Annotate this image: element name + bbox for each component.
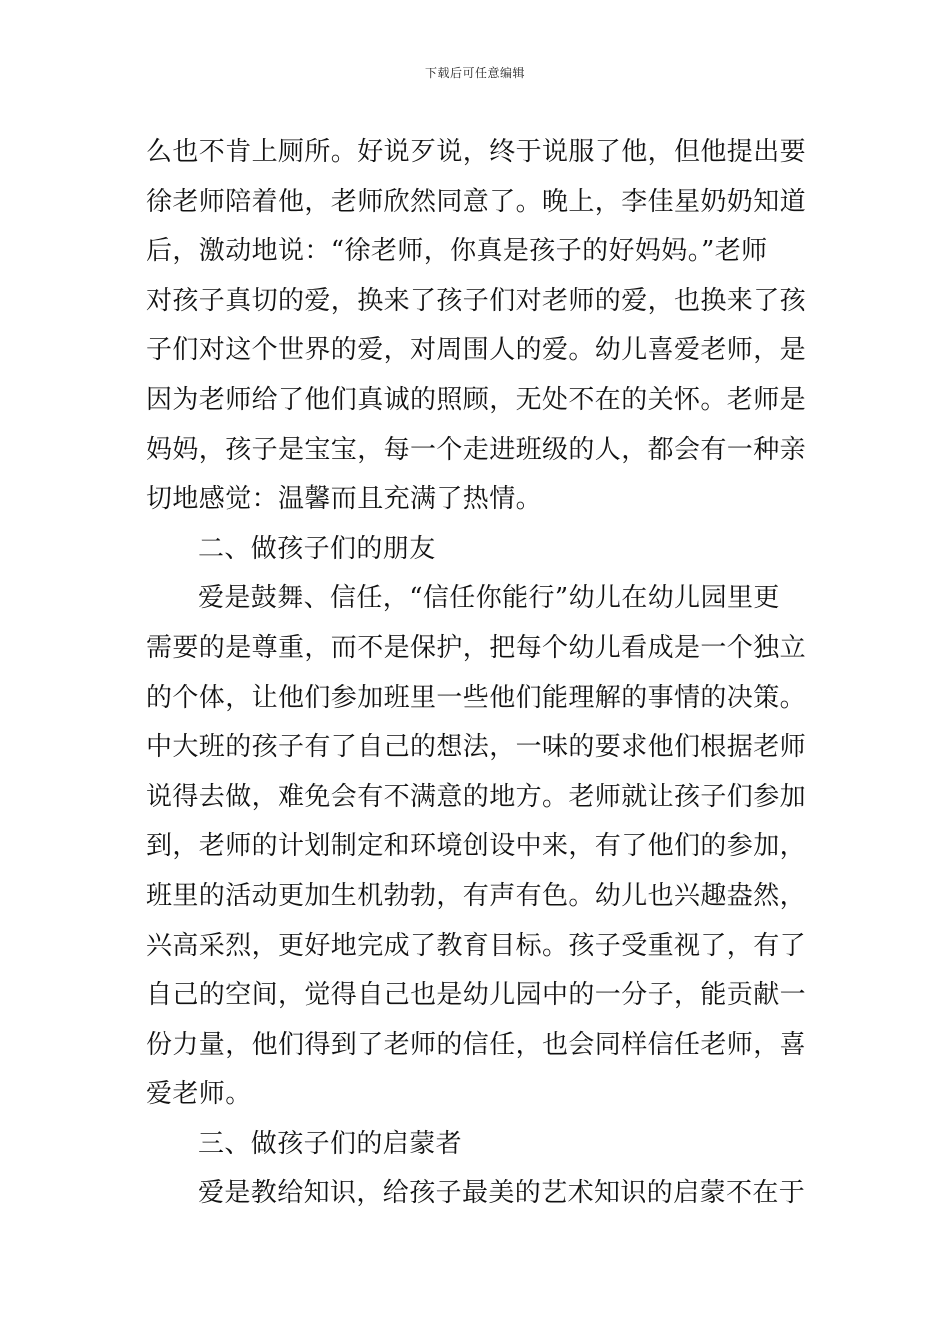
text-line: 妈妈，孩子是宝宝，每一个走进班级的人，都会有一种亲 [146,434,807,465]
document-body [146,128,806,1219]
section-heading: 三、做孩子们的启蒙者 [198,1128,463,1159]
header-note: 下载后可任意编辑 [424,66,525,80]
text-line: 因为老师给了他们真诚的照顾，无处不在的关怀。老师是 [146,384,807,415]
text-line: 份力量，他们得到了老师的信任，也会同样信任老师，喜 [146,1029,807,1060]
text-line: 中大班的孩子有了自己的想法，一味的要求他们根据老师 [146,732,807,763]
section-heading: 二、做孩子们的朋友 [198,533,436,564]
text-line: 的个体，让他们参加班里一些他们能理解的事情的决策。 [146,682,807,713]
text-line: 爱老师。 [146,1079,252,1110]
text-line: 班里的活动更加生机勃勃，有声有色。幼儿也兴趣盎然， [146,880,807,911]
text-line: 兴高采烈，更好地完成了教育目标。孩子受重视了，有了 [146,930,807,961]
text-line: 徐老师陪着他，老师欣然同意了。晚上，李佳星奶奶知道 [146,186,807,217]
text-line: 爱是教给知识，给孩子最美的艺术知识的启蒙不在于 [198,1178,806,1209]
text-line: 后，激动地说：“徐老师，你真是孩子的好妈妈。”老师 [146,236,768,267]
text-line: 说得去做，难免会有不满意的地方。老师就让孩子们参加 [146,781,807,812]
text-line: 自己的空间，觉得自己也是幼儿园中的一分子，能贡献一 [146,980,807,1011]
text-line: 么也不肯上厕所。好说歹说，终于说服了他，但他提出要 [146,137,807,167]
text-line: 需要的是尊重，而不是保护，把每个幼儿看成是一个独立 [146,632,807,663]
text-line: 对孩子真切的爱，换来了孩子们对老师的爱，也换来了孩 [146,285,807,316]
text-line: 到，老师的计划制定和环境创设中来，有了他们的参加， [146,831,807,862]
text-line: 子们对这个世界的爱，对周围人的爱。幼儿喜爱老师，是 [146,335,807,366]
text-line: 爱是鼓舞、信任，“信任你能行”幼儿在幼儿园里更 [198,583,780,614]
text-line: 切地感觉：温馨而且充满了热情。 [146,484,543,515]
